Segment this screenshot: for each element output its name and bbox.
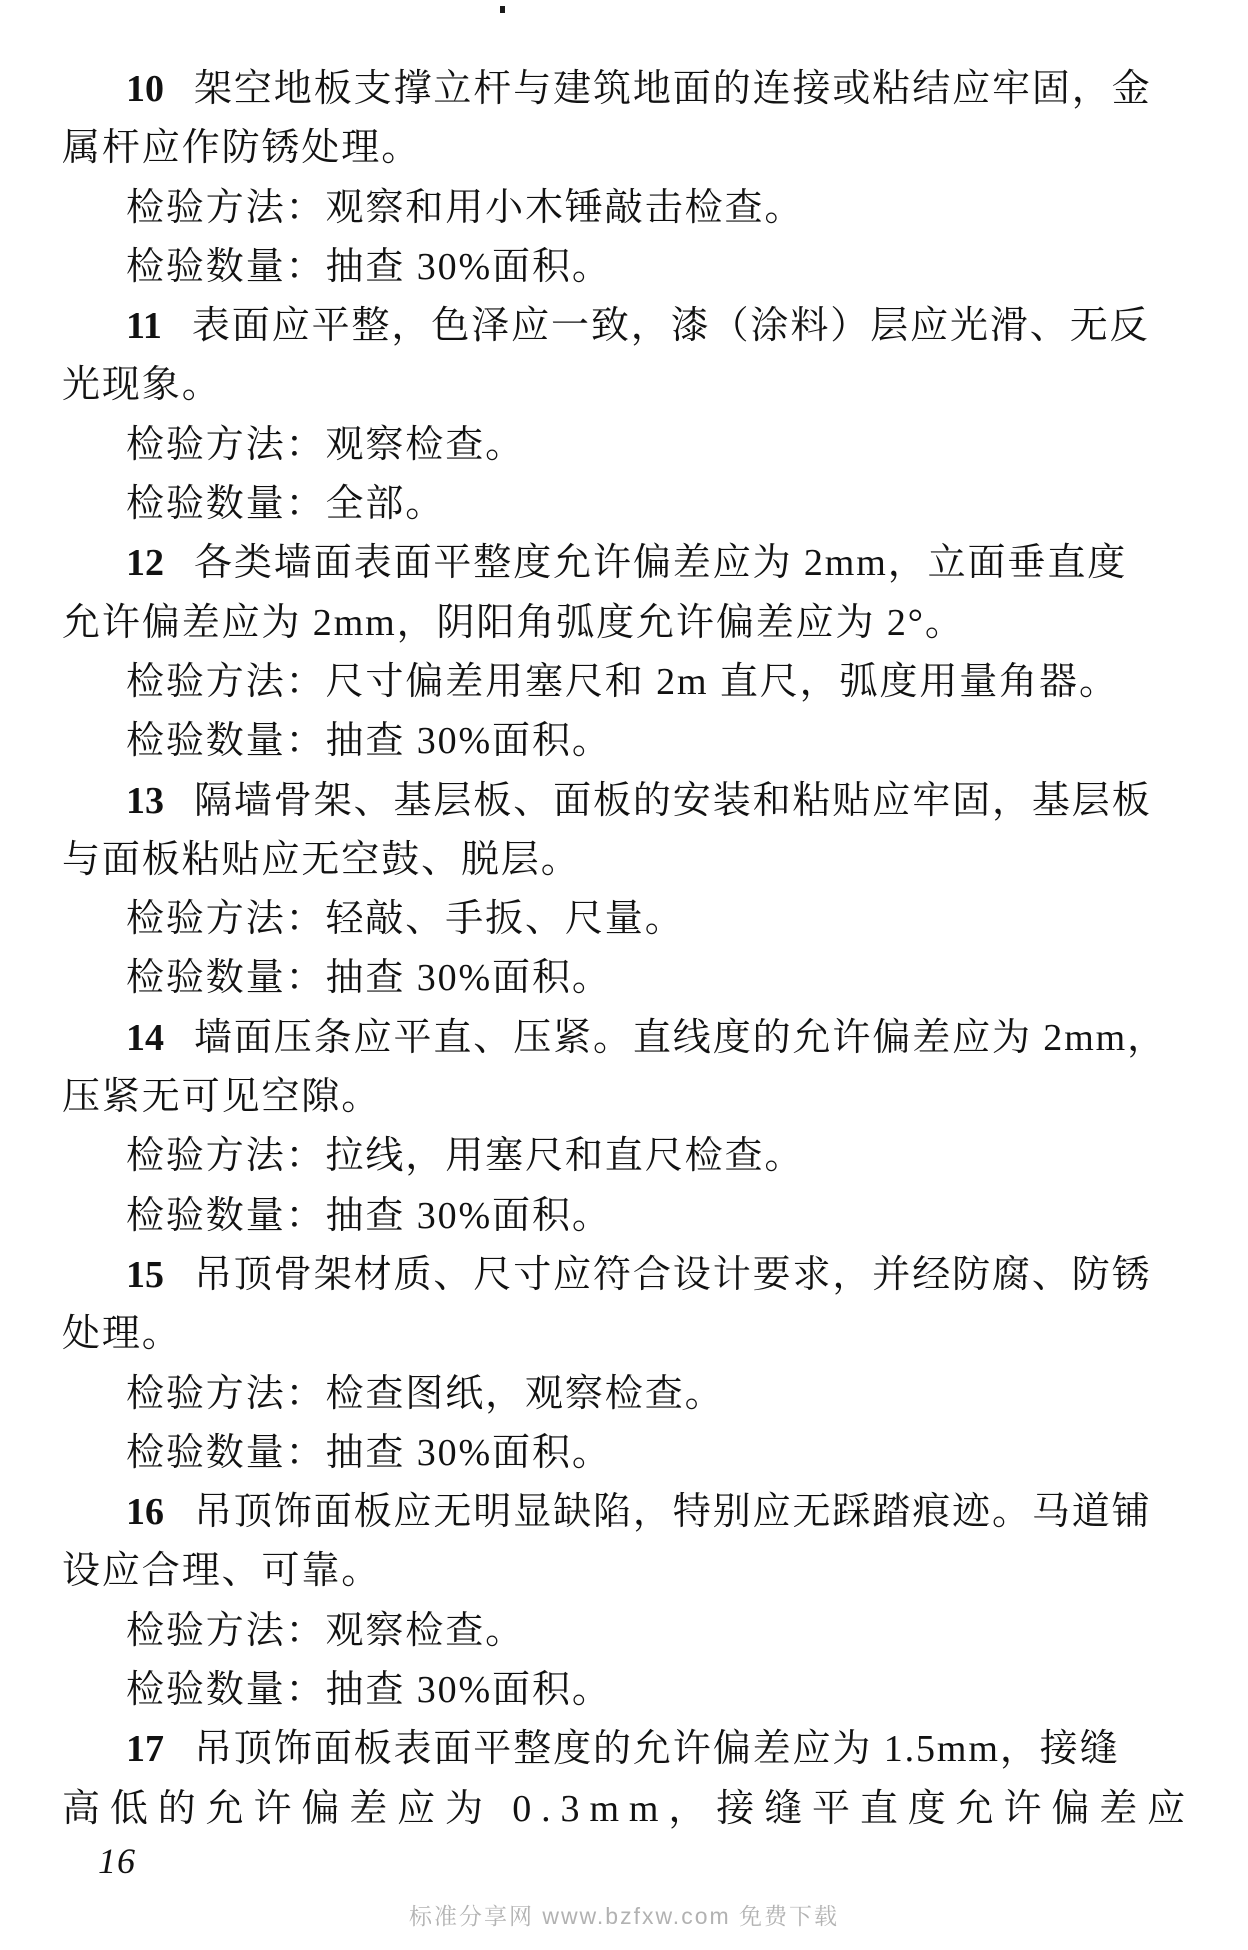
line-text: 吊顶饰面板表面平整度的允许偏差应为 1.5mm，接缝 <box>194 1728 1120 1771</box>
item-number: 16 <box>126 1491 164 1534</box>
item-number: 13 <box>126 779 164 822</box>
line-text: 属杆应作防锈处理。 <box>62 127 422 170</box>
item-10-line-2 <box>62 119 1202 178</box>
line-text: 检验数量：抽查 30%面积。 <box>126 1194 612 1237</box>
item-12-line-2 <box>62 594 1202 653</box>
document-page <box>62 60 1202 1839</box>
item-17-line-1 <box>62 1720 1202 1779</box>
line-text: 检验方法：轻敲、手扳、尺量。 <box>126 898 685 941</box>
line-text: 压紧无可见空隙。 <box>62 1076 382 1119</box>
item-15-line-2 <box>62 1305 1202 1364</box>
item-number: 14 <box>126 1016 164 1059</box>
line-text: 检验数量：抽查 30%面积。 <box>126 245 612 288</box>
item-number: 11 <box>126 305 162 348</box>
line-text: 检验数量：抽查 30%面积。 <box>126 957 612 1000</box>
line-text: 检验数量：抽查 30%面积。 <box>126 1669 612 1712</box>
line-text: 吊顶骨架材质、尺寸应符合设计要求，并经防腐、防锈 <box>194 1253 1152 1296</box>
scan-artifact-speck <box>500 6 505 13</box>
page-number: 16 <box>98 1841 136 1881</box>
inspection-method-line <box>62 179 1202 238</box>
line-text: 架空地板支撑立杆与建筑地面的连接或粘结应牢固，金 <box>194 68 1152 110</box>
item-number: 17 <box>126 1728 164 1771</box>
line-text: 允许偏差应为 2mm，阴阳角弧度允许偏差应为 2°。 <box>62 601 965 644</box>
item-13-line-2 <box>62 831 1202 890</box>
inspection-quantity-line <box>62 238 1202 297</box>
line-text: 光现象。 <box>62 364 222 407</box>
inspection-method-line <box>62 653 1202 712</box>
line-text: 检验方法：拉线，用塞尺和直尺检查。 <box>126 1135 805 1178</box>
item-11-line-2 <box>62 356 1202 415</box>
item-16-line-1 <box>62 1483 1202 1542</box>
item-17-line-2 <box>62 1780 1202 1839</box>
item-15-line-1 <box>62 1246 1202 1305</box>
line-text: 检验数量：全部。 <box>126 483 446 526</box>
line-text: 高低的允许偏差应为 0.3mm，接缝平直度允许偏差应 <box>62 1787 1195 1830</box>
line-text: 处理。 <box>62 1313 182 1356</box>
item-12-line-1 <box>62 534 1202 593</box>
line-text: 检验方法：观察检查。 <box>126 1609 526 1652</box>
item-13-line-1 <box>62 772 1202 831</box>
inspection-quantity-line <box>62 475 1202 534</box>
line-text: 与面板粘贴应无空鼓、脱层。 <box>62 838 581 881</box>
inspection-method-line <box>62 890 1202 949</box>
inspection-quantity-line <box>62 949 1202 1008</box>
line-text: 隔墙骨架、基层板、面板的安装和粘贴应牢固，基层板 <box>194 779 1152 822</box>
line-text: 检验方法：检查图纸，观察检查。 <box>126 1372 725 1415</box>
inspection-method-line <box>62 1602 1202 1661</box>
inspection-quantity-line <box>62 1187 1202 1246</box>
line-text: 各类墙面表面平整度允许偏差应为 2mm，立面垂直度 <box>194 542 1128 585</box>
item-14-line-1 <box>62 1009 1202 1068</box>
line-text: 吊顶饰面板应无明显缺陷，特别应无踩踏痕迹。马道铺 <box>194 1491 1152 1534</box>
watermark-text: 标准分享网 www.bzfxw.com 免费下载 <box>408 1903 840 1929</box>
item-number: 12 <box>126 542 164 585</box>
item-16-line-2 <box>62 1542 1202 1601</box>
line-text: 墙面压条应平直、压紧。直线度的允许偏差应为 2mm， <box>194 1016 1168 1059</box>
line-text: 检验方法：观察检查。 <box>126 423 526 466</box>
item-number: 15 <box>126 1253 164 1296</box>
item-number: 10 <box>126 68 164 110</box>
inspection-method-line <box>62 1365 1202 1424</box>
item-11-line-1 <box>62 297 1202 356</box>
line-text: 检验数量：抽查 30%面积。 <box>126 1431 612 1474</box>
line-text: 检验方法：观察和用小木锤敲击检查。 <box>126 186 805 229</box>
inspection-quantity-line <box>62 1424 1202 1483</box>
item-10-line-1 <box>62 60 1202 119</box>
inspection-quantity-line <box>62 1661 1202 1720</box>
line-text: 检验方法：尺寸偏差用塞尺和 2m 直尺，弧度用量角器。 <box>126 660 1119 703</box>
inspection-method-line <box>62 1127 1202 1186</box>
inspection-quantity-line <box>62 712 1202 771</box>
line-text: 表面应平整，色泽应一致，漆（涂料）层应光滑、无反 <box>191 305 1150 348</box>
inspection-method-line <box>62 416 1202 475</box>
item-14-line-2 <box>62 1068 1202 1127</box>
line-text: 设应合理、可靠。 <box>62 1550 382 1593</box>
line-text: 检验数量：抽查 30%面积。 <box>126 720 612 763</box>
